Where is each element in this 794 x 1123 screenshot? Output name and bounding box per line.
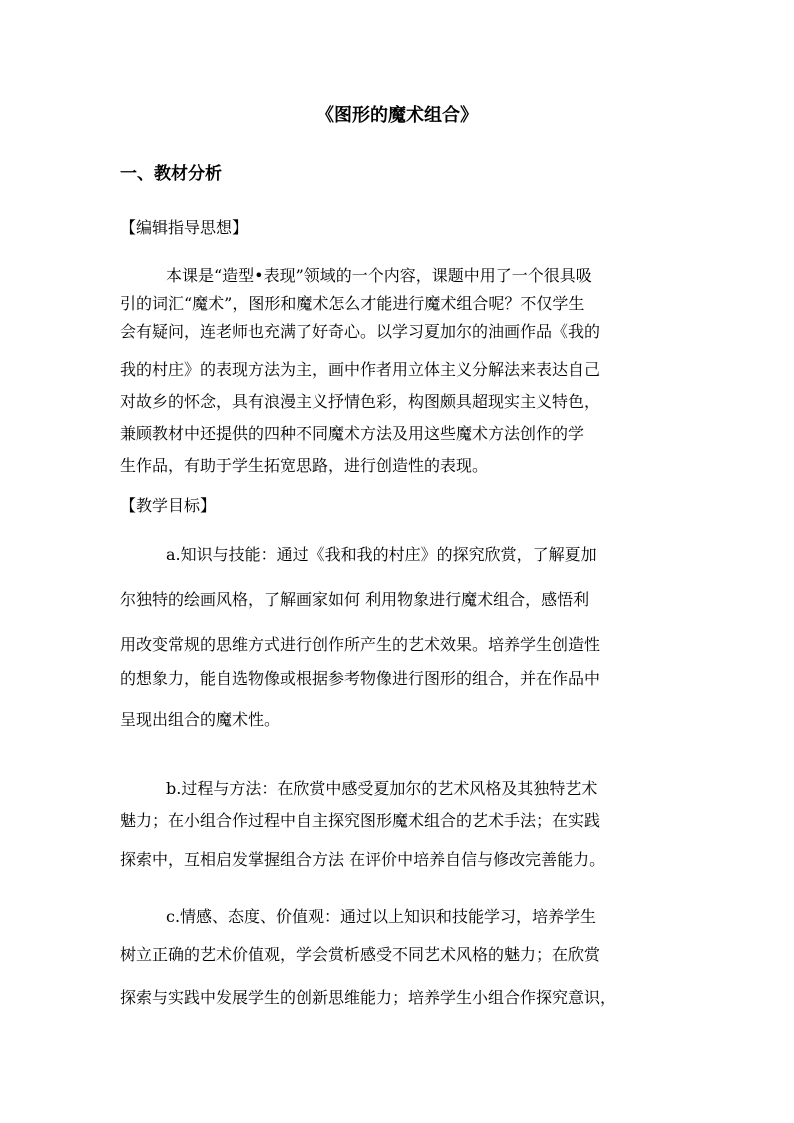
editorial-line: 对故乡的怀念，具有浪漫主义抒情色彩，构图颇具超现实主义特色， [120,392,601,411]
objective-c-line: 探索与实践中发展学生的创新思维能力；培养学生小组合作探究意识， [120,988,617,1007]
editorial-line: 我的村庄》的表现方法为主，画中作者用立体主义分解法来表达自己 [120,360,601,379]
objective-b-line: 探索中，互相启发掌握组合方法 在评价中培养自信与修改完善能力。 [120,850,606,869]
teaching-objectives-heading: 【教学目标】 [120,496,217,515]
objective-c-line: 树立正确的艺术价值观，学会赏析感受不同艺术风格的魅力；在欣赏 [120,945,601,964]
section-heading-textbook-analysis: 一、教材分析 [120,164,222,184]
objective-c-line: c.情感、态度、价值观：通过以上知识和技能学习，培养学生 [166,907,597,926]
objective-b-line: b.过程与方法：在欣赏中感受夏加尔的艺术风格及其独特艺术 [166,779,598,798]
editorial-guidance-heading: 【编辑指导思想】 [120,218,249,237]
editorial-line: 生作品，有助于学生拓宽思路，进行创造性的表现。 [120,456,489,475]
objective-a-line: 用改变常规的思维方式进行创作所产生的艺术效果。培养学生创造性 [120,635,601,654]
objective-a-line: 尔独特的绘画风格，了解画家如何 利用物象进行魔术组合，感悟利 [120,590,590,609]
editorial-line: 兼顾教材中还提供的四种不同魔术方法及用这些魔术方法创作的学 [120,424,585,443]
objective-a-line: 呈现出组合的魔术性。 [120,710,281,729]
document-title: 《图形的魔术组合》 [316,105,478,126]
objective-b-line: 魅力；在小组合作过程中自主探究图形魔术组合的艺术手法；在实践 [120,811,601,830]
objective-a-line: a.知识与技能：通过《我和我的村庄》的探究欣赏，了解夏加 [166,545,597,564]
objective-a-line: 的想象力，能自选物像或根据参考物像进行图形的组合，并在作品中 [120,669,601,688]
editorial-line: 会有疑问，连老师也充满了好奇心。以学习夏加尔的油画作品《我的 [120,322,601,341]
editorial-line: 本课是“造型•表现”领域的一个内容，课题中用了一个很具吸 [166,266,592,285]
editorial-line: 引的词汇“魔术”，图形和魔术怎么才能进行魔术组合呢？不仅学生 [120,294,585,313]
